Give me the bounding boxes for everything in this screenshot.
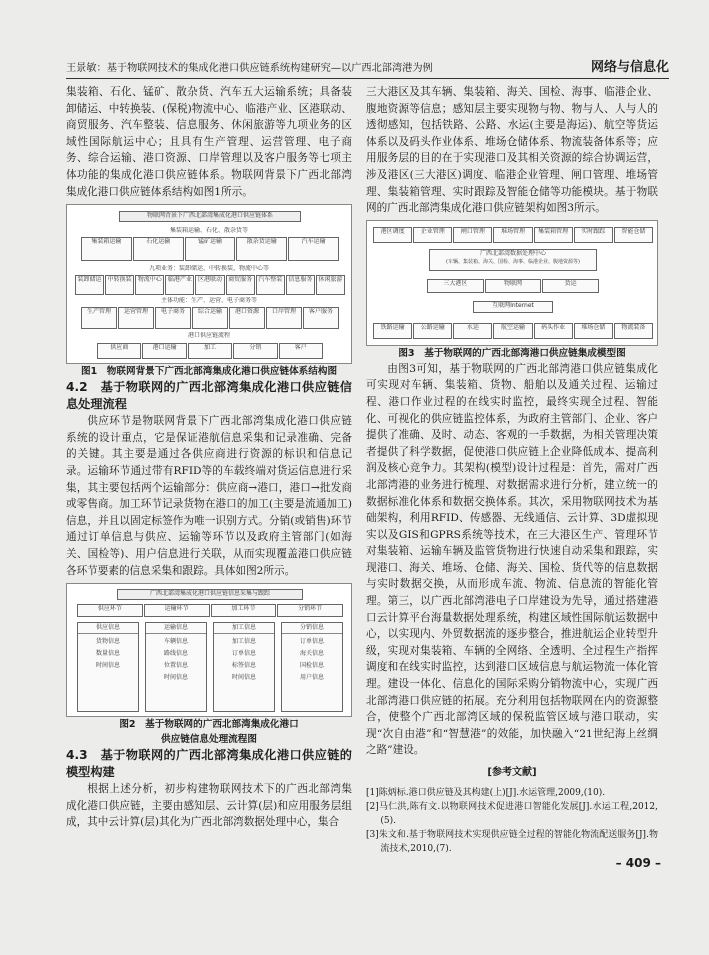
fig3-bottom-box: 铁路运输: [373, 323, 412, 339]
section-4-2-heading: 4.2 基于物联网的广西北部湾集成化港口供应链信息处理流程: [66, 380, 352, 412]
fig1-r4-box: 港口运输: [142, 343, 186, 359]
fig3-mid-box: 货运: [542, 279, 599, 293]
fig3-top-box: 实时跟踪: [574, 227, 613, 243]
fig3-top-box: 堆场管理: [493, 227, 532, 243]
fig1-r3-box: 电子商务: [155, 307, 191, 329]
fig1-r2-box: 物流中心: [135, 275, 164, 295]
figure-1: [66, 204, 352, 364]
fig2-column-head: 分销信息: [282, 623, 342, 634]
fig1-r2-box: 中转换装: [105, 275, 134, 295]
fig3-internet: 互联网Internet: [473, 301, 553, 313]
fig2-info-column: [281, 622, 343, 712]
figure-2-caption-line1: 图2 基于物联网的广西北部湾集成化港口: [119, 719, 299, 731]
header-article-title: 王景敏：基于物联网技术的集成化港口供应链系统构建研究—以广西北部湾港为例: [66, 63, 433, 74]
fig1-row2-label: 九项业务：装卸储运、中转换装、物流中心等: [148, 265, 269, 273]
left-paragraph-2: 供应环节是物联网背景下广西北部湾集成化港口供应链系统的设计重点，它是保证港航信息采集和记录准确、完备的关键。其主要是通过各供应商进行资源的标识和信息记录。运输环节通过带有RFID等的车载终端对货运信息进行采集，其主要包括两个运输部分：供应商→港口，港口→批发商或零售商。加工环节记录货物在港口的加工(主要是流通加工)信息，并且以固定标签作为唯一识别方式。分销(或销售)环节通过订单信息与供应、运输等环节以及政府主管部门(如海关、国检等)、用户信息进行关联，从而实现覆盖港口供应链各环节要素的信息采集和跟踪。具体如图2所示。: [66, 415, 352, 577]
fig3-center: [429, 249, 597, 271]
fig1-r4-box: 加工: [188, 343, 232, 359]
fig1-r1-box: 锰矿运输: [185, 237, 236, 261]
fig2-stage-box: 加工环节: [211, 604, 277, 617]
fig3-top-box: 闸口管理: [453, 227, 492, 243]
fig1-r4-box: 客户: [279, 343, 323, 359]
fig2-column-item: 海关信息: [299, 650, 324, 658]
fig3-bottom-box: 公路运输: [413, 323, 452, 339]
fig1-r3-box: 生产管理: [81, 307, 117, 329]
fig3-mid-box: 物联网: [485, 279, 542, 293]
fig1-row3-label: 主体功能：生产、运营、电子商务等: [160, 297, 257, 305]
fig2-column-item: 货物信息: [95, 638, 120, 646]
figure-3: [366, 220, 658, 346]
references-title: [参考文献]: [487, 767, 537, 778]
fig1-r3-box: 综合运输: [192, 307, 228, 329]
fig1-r2-box: 临港产业: [165, 275, 194, 295]
references: [366, 765, 658, 856]
reference-3: [3]朱文和.基于物联网技术实现供应链全过程的智能化物流配送服务[J].物流技术,2010,(7).: [366, 829, 658, 854]
fig2-stage-box: 供应环节: [77, 604, 143, 617]
page-number: – 409 –: [615, 856, 661, 870]
fig2-column-item: 订单信息: [299, 638, 324, 646]
fig3-center-sub: (车辆、集装箱、海关、国检、海事、临港企业、腹地资源等): [446, 258, 580, 265]
fig3-bottom-box: 航空运输: [493, 323, 532, 339]
fig2-info-column: [145, 622, 207, 712]
fig2-column-head: 供应信息: [78, 623, 138, 634]
left-paragraph-3: 根据上述分析，初步构建物联网技术下的广西北部湾集成化港口供应链，主要由感知层、云计算(层)和应用服务层组成，其中云计算(层)其化为广西北部湾数据处理中心，集合: [66, 783, 352, 829]
reference-2: [2]马仁洪,陈有文.以物联网技术促进港口智能化发展[J].水运工程,2012,(5).: [366, 801, 658, 826]
fig2-title: 广西北部湾集成化港口供应链信息采集与跟踪: [117, 589, 303, 600]
fig1-r3-box: 运营管理: [118, 307, 154, 329]
fig2-column-item: 数量信息: [95, 650, 120, 658]
fig2-column-item: 位置信息: [163, 662, 188, 670]
fig1-r2-box: 休闲旅游: [316, 275, 345, 295]
fig1-r2-box: 汽车整装: [256, 275, 285, 295]
fig2-column-head: 加工信息: [214, 623, 274, 634]
figure-2: [66, 583, 352, 717]
reference-1: [1]陈炳标.港口供应链及其构建(上)[J].水运管理,2009,(10).: [366, 787, 606, 798]
fig2-column-item: 时间信息: [231, 674, 256, 682]
fig1-r1-box: 集装箱运输: [81, 237, 132, 261]
fig2-info-column: [77, 622, 139, 712]
fig1-r2-box: 商贸服务: [226, 275, 255, 295]
fig1-r3-box: 口岸管理: [266, 307, 302, 329]
fig1-r3-box: 客户服务: [303, 307, 339, 329]
right-column: [366, 84, 658, 856]
fig2-column-item: 用户信息: [299, 674, 324, 682]
fig2-stage-box: 分销环节: [277, 604, 343, 617]
fig1-r1-box: 汽车运输: [288, 237, 339, 261]
fig1-r1-box: 石化运输: [133, 237, 184, 261]
fig1-r2-box: 装卸储运: [75, 275, 104, 295]
fig3-bottom-box: 码头作业: [534, 323, 573, 339]
fig1-row4-label: 港口供应链流程: [187, 332, 230, 340]
fig2-column-item: 加工信息: [231, 638, 256, 646]
left-column: [66, 84, 352, 831]
fig1-r3-box: 港口资源: [229, 307, 265, 329]
fig1-r1-box: 散杂货运输: [236, 237, 287, 261]
fig3-top-box: 港区调度: [373, 227, 412, 243]
fig2-stage-box: 运输环节: [144, 604, 210, 617]
fig3-mid-box: 三大港区: [427, 279, 484, 293]
right-paragraph-2: 由图3可知，基于物联网的广西北部湾港口供应链集成化可实现对车辆、集装箱、货物、船舶以及通关过程、运输过程、港口作业过程的在线实时监控，最终实现全过程、智能化、可视化的供应链监控体系，为政府主管部门、企业、客户提供了准确、及时、动态、客观的一手数据，为相关管理决策者提供了科学数据，促使港口供应链上企业降低成本、提高利润及核心竞争力。其架构(模型)设计过程是：首先，需对广西北部湾港的业务进行梳理、对数据需求进行分析，建立统一的数据标准化体系和数据交换体系。其次，采用物联网技术为基础架构，利用RFID、传感器、无线通信、云计算、3D虚拟现实以及GIS和GPRS系统等技术，在三大港区生产、管理环节对集装箱、运输车辆及监管货物进行快速自动采集和跟踪，实现港口、海关、堆场、仓储、海关、国检、货代等的信息数据与实时数据交换，从而形成车流、物流、信息流的智能化管理。第三，以广西北部湾港电子口岸建设为先导，通过搭建港口云计算平台海量数据处理系统，构建区域性国际航运数据中心，以实现内、外贸数据流的逐步整合，推进航运企业转型升级，实现对集装箱、车辆的全网络、全透明、全过程生产指挥调度和在线实时监控，达到港口区域信息与航运物流一体化管理。建设一体化、信息化的国际采购分销物流中心，实现广西北部湾港口供应链的拓展。充分利用包括物联网在内的资源整合，使整个广西北部湾区域的保税监管区域与港口联动，实现“次自由港”和“智慧港”的效能，加快融入“21世纪海上丝绸之路”建设。: [366, 362, 658, 757]
fig3-top-box: 集装箱管理: [534, 227, 573, 243]
fig2-column-item: 路线信息: [163, 650, 188, 658]
fig2-column-item: 时间信息: [163, 674, 188, 682]
fig3-bottom-box: 物流装备: [614, 323, 653, 339]
fig1-r2-box: 区港联动: [195, 275, 224, 295]
figure-3-caption: 图3 基于物联网的广西北部湾港口供应链集成模型图: [398, 347, 626, 359]
section-4-3-heading: 4.3 基于物联网的广西北部湾集成化港口供应链的模型构建: [66, 748, 352, 780]
fig1-title: 物联网背景下广西北部湾集成化港口供应链体系: [119, 211, 301, 222]
fig1-r4-box: 分销: [233, 343, 277, 359]
left-paragraph-1: 集装箱、石化、锰矿、散杂货、汽车五大运输系统；具备装卸储运、中转换装、(保税)物流中心、临港产业、区港联动、商贸服务、汽车整装、信息服务、休闲旅游等九项业务的区域性国际航运中心；且具有生产管理、运营管理、电子商务、综合运输、港口资源、口岸管理以及客户服务等七项主体功能的集成化港口供应链体系。物联网背景下广西北部湾集成化港口供应链体系结构如图1所示。: [66, 86, 352, 198]
fig3-bottom-box: 堆场仓储: [574, 323, 613, 339]
fig3-bottom-box: 水运: [453, 323, 492, 339]
fig2-column-item: 标签信息: [231, 662, 256, 670]
fig1-r4-box: 供应商: [97, 343, 141, 359]
fig2-column-head: 运输信息: [146, 623, 206, 634]
right-paragraph-1: 三大港区及其车辆、集装箱、海关、国检、海事、临港企业、腹地资源等信息；感知层主要实现物与物、物与人、人与人的透彻感知，包括铁路、公路、水运(主要是海运)、航空等货运体系以及码头作业体系、堆场仓储体系、物流装备体系等；应用服务层的目的在于实现港口及其相关资源的综合协调运营，涉及港区(三大港区)调度、临港企业管理、闸口管理、堆场管理、集装箱管理、实时跟踪及智能仓储等功能模块。基于物联网的广西北部湾集成化港口供应链架构如图3所示。: [366, 86, 658, 215]
fig3-top-box: 智能仓储: [614, 227, 653, 243]
fig3-center-title: 广西北部湾数据处理中心: [479, 249, 546, 257]
fig2-info-column: [213, 622, 275, 712]
fig2-column-item: 时间信息: [95, 662, 120, 670]
fig3-top-box: 企业管理: [413, 227, 452, 243]
running-header: [66, 56, 669, 79]
fig2-column-item: 车辆信息: [163, 638, 188, 646]
fig1-row1-label: 集装箱运输、石化、散杂货等: [169, 227, 248, 235]
fig2-column-item: 国检信息: [299, 662, 324, 670]
fig2-column-item: 订单信息: [231, 650, 256, 658]
header-section-name: 网络与信息化: [590, 60, 669, 75]
figure-2-caption-line2: 供应链信息处理流程图: [161, 734, 257, 746]
fig1-r2-box: 信息服务: [286, 275, 315, 295]
figure-1-caption: 图1 物联网背景下广西北部湾集成化港口供应链体系结构图: [80, 366, 338, 378]
